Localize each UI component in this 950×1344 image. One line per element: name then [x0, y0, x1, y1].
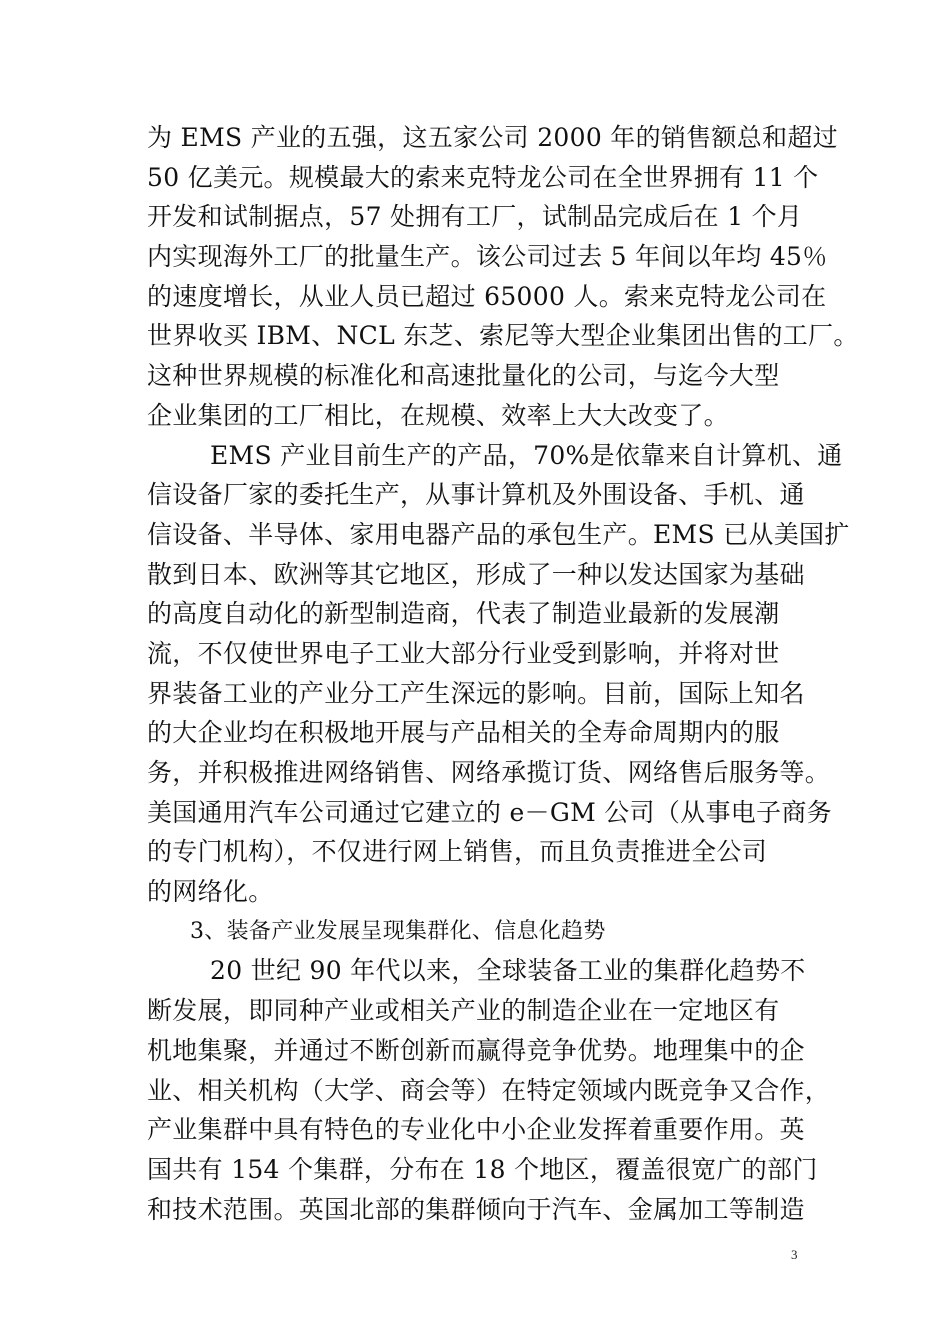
text-line: 散到日本、欧洲等其它地区，形成了一种以发达国家为基础 — [147, 559, 805, 589]
text-line: 这种世界规模的标准化和高速批量化的公司，与迄今大型 — [147, 361, 780, 391]
text-line: 和技术范围。英国北部的集群倾向于汽车、金属加工等制造 — [147, 1194, 805, 1224]
text-line: 界装备工业的产业分工产生深远的影响。目前，国际上知名 — [147, 678, 805, 708]
page-number: 3 — [791, 1247, 798, 1262]
text-line: 的高度自动化的新型制造商，代表了制造业最新的发展潮 — [147, 599, 780, 629]
text-line: 业、相关机构（大学、商会等）在特定领域内既竞争又合作， — [147, 1075, 831, 1105]
text-line: 产业集群中具有特色的专业化中小企业发挥着重要作用。英 — [147, 1115, 805, 1145]
text-line: 为 EMS 产业的五强，这五家公司 2000 年的销售额总和超过 — [147, 123, 838, 152]
text-line: 开发和试制据点，57 处拥有工厂，试制品完成后在 1 个月 — [147, 202, 803, 232]
text-line: 信设备、半导体、家用电器产品的承包生产。EMS 已从美国扩 — [147, 519, 850, 549]
text-line: 流，不仅使世界电子工业大部分行业受到影响，并将对世 — [147, 638, 780, 668]
text-line: 世界收买 IBM、NCL 东芝、索尼等大型企业集团出售的工厂。 — [147, 321, 859, 351]
text-line: 断发展，即同种产业或相关产业的制造企业在一定地区有 — [147, 996, 780, 1026]
paragraph-start-line: 20 世纪 90 年代以来，全球装备工业的集群化趋势不 — [210, 956, 806, 986]
text-line: 的速度增长，从业人员已超过 65000 人。索来克特龙公司在 — [147, 281, 827, 311]
text-line: 信设备厂家的委托生产，从事计算机及外围设备、手机、通 — [147, 480, 805, 510]
text-line: 机地集聚，并通过不断创新而赢得竞争优势。地理集中的企 — [147, 1035, 805, 1065]
text-line: 的专门机构），不仅进行网上销售，而且负责推进全公司 — [147, 837, 768, 867]
text-line: 国共有 154 个集群，分布在 18 个地区，覆盖很宽广的部门 — [147, 1154, 818, 1184]
text-line: 的网络化。 — [147, 877, 274, 907]
text-line: 企业集团的工厂相比，在规模、效率上大大改变了。 — [147, 400, 729, 430]
body-text — [147, 118, 859, 1229]
paragraph-start-line: EMS 产业目前生产的产品，70%是依靠来自计算机、通 — [210, 440, 843, 470]
text-line: 内实现海外工厂的批量生产。该公司过去 5 年间以年均 45％ — [147, 242, 828, 272]
text-line: 50 亿美元。规模最大的索来克特龙公司在全世界拥有 11 个 — [147, 162, 819, 192]
section-heading: 3、装备产业发展呈现集群化、信息化趋势 — [190, 918, 606, 944]
text-line: 的大企业均在积极地开展与产品相关的全寿命周期内的服 — [147, 718, 780, 748]
text-line: 务，并积极推进网络销售、网络承揽订货、网络售后服务等。 — [147, 758, 831, 787]
text-line: 美国通用汽车公司通过它建立的 e－GM 公司（从事电子商务 — [147, 797, 832, 827]
